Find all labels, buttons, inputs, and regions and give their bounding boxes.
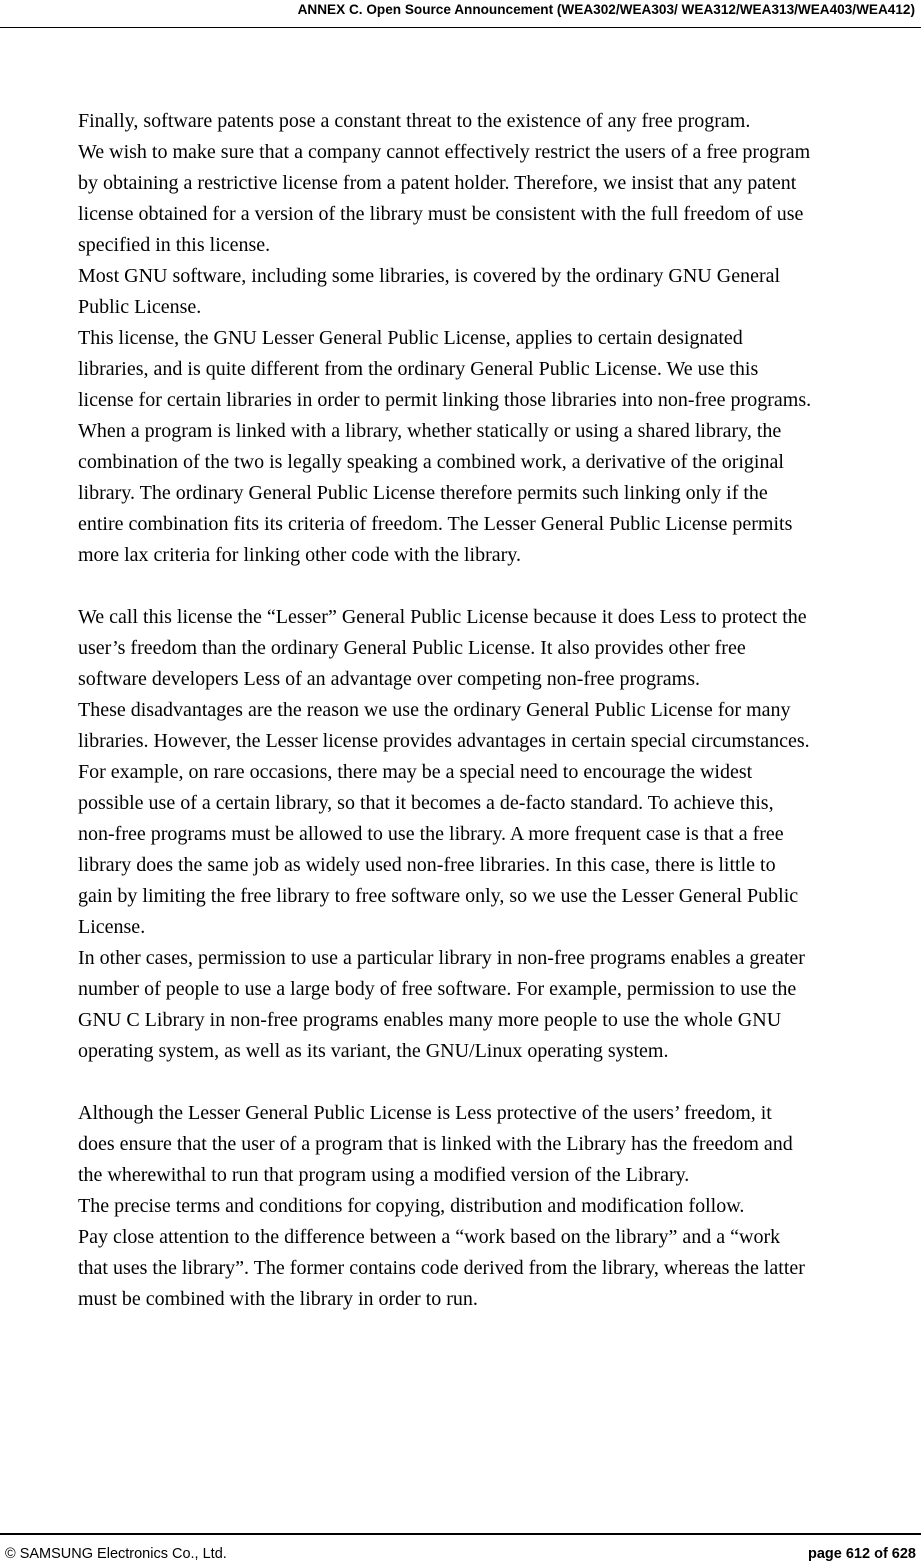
text-line: that uses the library”. The former contains code derived from the library, whereas the latter: [78, 1257, 805, 1279]
text-line: The precise terms and conditions for copying, distribution and modification follow.: [78, 1195, 745, 1217]
text-line: library does the same job as widely used non-free libraries. In this case, there is little to: [78, 854, 776, 876]
text-line: Pay close attention to the difference between a “work based on the library” and a “work: [78, 1226, 781, 1248]
text-line: libraries, and is quite different from the ordinary General Public License. We use this: [78, 358, 759, 380]
text-line: non-free programs must be allowed to use the library. A more frequent case is that a free: [78, 823, 784, 845]
text-line: For example, on rare occasions, there may be a special need to encourage the widest: [78, 761, 753, 783]
blank-line: [78, 1067, 921, 1098]
text-line: GNU C Library in non-free programs enables many more people to use the whole GNU: [78, 1009, 782, 1031]
text-line: library. The ordinary General Public License therefore permits such linking only if the: [78, 482, 768, 504]
text-line: user’s freedom than the ordinary General Public License. It also provides other free: [78, 637, 746, 659]
text-line: We wish to make sure that a company cannot effectively restrict the users of a free program: [78, 141, 811, 163]
text-line: gain by limiting the free library to free software only, so we use the Lesser General Public: [78, 885, 799, 907]
text-line: must be combined with the library in order to run.: [78, 1288, 478, 1310]
text-line: entire combination fits its criteria of freedom. The Lesser General Public License permits: [78, 513, 793, 535]
text-line: Finally, software patents pose a constant threat to the existence of any free program.: [78, 110, 751, 132]
text-line: license for certain libraries in order to permit linking those libraries into non-free programs.: [78, 389, 812, 411]
text-line: operating system, as well as its variant, the GNU/Linux operating system.: [78, 1040, 669, 1062]
text-line: When a program is linked with a library, whether statically or using a shared library, the: [78, 420, 782, 442]
text-line: This license, the GNU Lesser General Public License, applies to certain designated: [78, 327, 743, 349]
text-line: does ensure that the user of a program that is linked with the Library has the freedom and: [78, 1133, 793, 1155]
text-line: license obtained for a version of the library must be consistent with the full freedom of use: [78, 203, 804, 225]
page-header: [0, 0, 921, 28]
text-line: by obtaining a restrictive license from a patent holder. Therefore, we insist that any patent: [78, 172, 797, 194]
text-line: software developers Less of an advantage over competing non-free programs.: [78, 668, 700, 690]
text-line: the wherewithal to run that program using a modified version of the Library.: [78, 1164, 690, 1186]
footer-copyright: © SAMSUNG Electronics Co., Ltd.: [5, 1546, 227, 1562]
text-line: number of people to use a large body of free software. For example, permission to use the: [78, 978, 797, 1000]
text-line: Public License.: [78, 296, 202, 318]
text-line: These disadvantages are the reason we use the ordinary General Public License for many: [78, 699, 791, 721]
text-line: Most GNU software, including some libraries, is covered by the ordinary GNU General: [78, 265, 781, 287]
text-line: libraries. However, the Lesser license provides advantages in certain special circumstances.: [78, 730, 810, 752]
blank-line: [78, 571, 921, 602]
text-line: combination of the two is legally speaking a combined work, a derivative of the original: [78, 451, 784, 473]
text-line: License.: [78, 916, 146, 938]
text-line: In other cases, permission to use a particular library in non-free programs enables a greater: [78, 947, 805, 969]
text-line: possible use of a certain library, so that it becomes a de-facto standard. To achieve this,: [78, 792, 774, 814]
footer-page-number: page 612 of 628: [808, 1546, 916, 1562]
text-line: more lax criteria for linking other code with the library.: [78, 544, 521, 566]
page-footer: [0, 1533, 921, 1565]
text-line: Although the Lesser General Public License is Less protective of the users’ freedom, it: [78, 1102, 772, 1124]
text-line: We call this license the “Lesser” General Public License because it does Less to protect the: [78, 606, 807, 628]
page-header-title: ANNEX C. Open Source Announcement (WEA302/WEA303/ WEA312/WEA313/WEA403/WEA412): [297, 2, 915, 17]
text-line: specified in this license.: [78, 234, 271, 256]
document-body: [78, 106, 921, 1315]
